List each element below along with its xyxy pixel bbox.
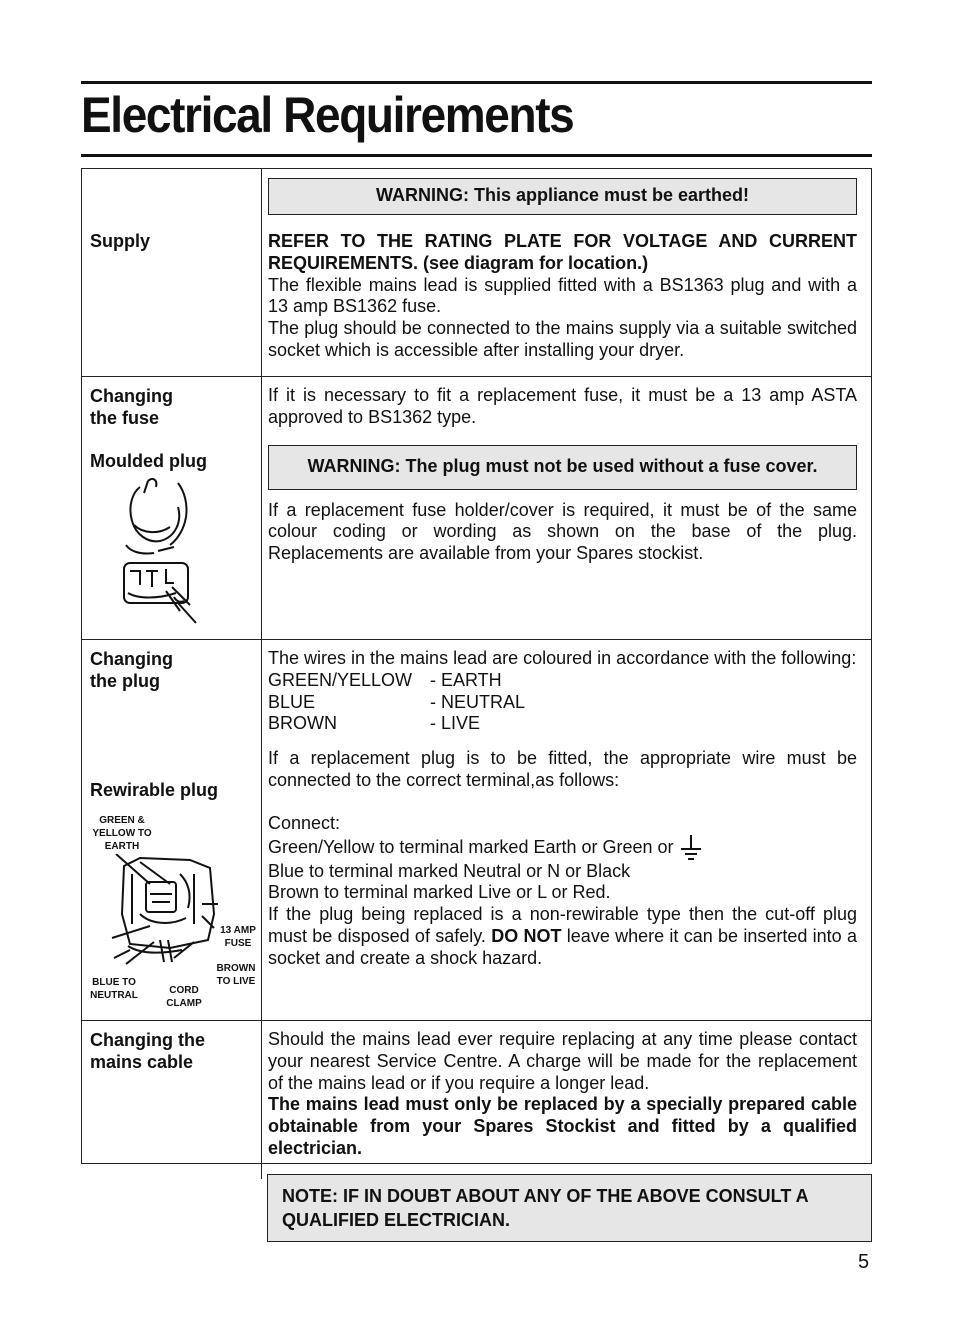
fuse-para-holder: If a replacement fuse holder/cover is required, it must be of the same colour coding or wording as shown on the base of the plug. Replacements are available from your Spares stockist. <box>268 499 857 564</box>
cable-row <box>82 1020 871 1163</box>
plug-row <box>82 639 871 1020</box>
plug-label-line2: the plug <box>90 671 160 691</box>
rewirable-plug-label: Rewirable plug <box>90 780 219 800</box>
cable-bold-text: The mains lead must only be replaced by a specially prepared cable obtainable from your Spares Stockist and fitted by a qualified electrician. <box>268 1094 857 1158</box>
earth-label-l1: GREEN & <box>99 815 145 826</box>
fuse-label-line2: the fuse <box>90 408 160 428</box>
wire-row-earth <box>268 670 857 692</box>
do-not-emphasis: DO NOT <box>491 925 562 946</box>
cord-clamp-label <box>162 984 206 1010</box>
plug-label-line1: Changing <box>90 649 173 669</box>
wire-colour: BLUE <box>268 691 316 712</box>
title-rule-top <box>81 81 872 84</box>
live-wire-label <box>212 962 260 988</box>
fuse-row <box>82 376 871 639</box>
cable-label-line2: mains cable <box>90 1052 194 1072</box>
live-label-l2: TO LIVE <box>216 976 256 987</box>
requirements-table <box>81 168 872 1164</box>
cable-label-cell <box>82 1021 262 1163</box>
supply-para-socket: The plug should be connected to the mains supply via a suitable switched socket which is accessible after installing your dryer. <box>268 318 857 360</box>
earth-label-l3: EARTH <box>104 841 140 852</box>
fuse-diagram-label <box>216 924 260 950</box>
wire-meaning: - NEUTRAL <box>430 691 526 712</box>
wire-colour: GREEN/YELLOW <box>268 669 413 690</box>
connect-green-text: Green/Yellow to terminal marked Earth or Green or <box>268 836 674 857</box>
note-box: NOTE: IF IN DOUBT ABOUT ANY OF THE ABOVE CONSULT A QUALIFIED ELECTRICIAN. <box>267 1174 872 1242</box>
cable-para: Should the mains lead ever require replacing at any time please contact your nearest Service Centre. A charge will be made for the replacement of the mains lead or if you require a longer lead. <box>268 1029 857 1093</box>
connect-brown-line: Brown to terminal marked Live or L or Red. <box>268 882 611 903</box>
title-rule-bottom <box>81 154 872 157</box>
non-rewirable-warning <box>268 904 857 969</box>
wire-meaning: - LIVE <box>430 713 481 734</box>
connect-heading: Connect: <box>268 812 341 833</box>
wire-meaning: - EARTH <box>430 669 502 690</box>
neutral-label-l2: NEUTRAL <box>90 990 138 1001</box>
moulded-plug-illustration <box>118 473 208 633</box>
non-rewirable-post: leave where it can be inserted into a socket and create a shock hazard. <box>268 925 857 968</box>
wire-colour: BROWN <box>268 713 337 734</box>
plug-content-cell <box>262 640 871 1020</box>
fuse-label-line1: Changing <box>90 386 173 406</box>
supply-label: Supply <box>90 231 151 251</box>
earth-wire-label <box>90 814 154 853</box>
fuse-diagram-l1: 13 AMP <box>220 925 256 936</box>
wire-row-live <box>268 713 857 735</box>
fuse-para-replace: If it is necessary to fit a replacement fuse, it must be a 13 amp ASTA approved to BS1362 type. <box>268 385 857 427</box>
clamp-label-l1: CORD <box>169 985 199 996</box>
page-number: 5 <box>858 1251 870 1273</box>
page-title: Electrical Requirements <box>81 87 574 143</box>
fuse-cover-warning-box: WARNING: The plug must not be used without a fuse cover. <box>268 445 857 490</box>
connect-blue-line: Blue to terminal marked Neutral or N or Black <box>268 860 631 881</box>
plug-label-cell <box>82 640 262 1020</box>
column-divider-extension <box>261 1163 262 1179</box>
earthed-warning-box: WARNING: This appliance must be earthed! <box>268 178 857 215</box>
supply-label-cell <box>82 169 262 376</box>
clamp-label-l2: CLAMP <box>166 998 202 1009</box>
neutral-wire-label <box>86 976 142 1002</box>
moulded-plug-label: Moulded plug <box>90 451 207 471</box>
fuse-diagram-l2: FUSE <box>224 938 252 949</box>
supply-para-lead: The flexible mains lead is supplied fitted with a BS1363 plug and with a 13 amp BS1362 fuse. <box>268 274 857 317</box>
rating-plate-text: REFER TO THE RATING PLATE FOR VOLTAGE AND CURRENT REQUIREMENTS. (see diagram for location.) <box>268 231 857 273</box>
cable-content-cell <box>262 1021 871 1163</box>
rewirable-plug-illustration <box>110 854 222 974</box>
live-label-l1: BROWN <box>216 963 256 974</box>
neutral-label-l1: BLUE TO <box>92 977 136 988</box>
earth-label-l2: YELLOW TO <box>92 828 152 839</box>
replacement-plug-text: If a replacement plug is to be fitted, the appropriate wire must be connected to the correct terminal,as follows: <box>268 748 857 790</box>
wire-colour-intro: The wires in the mains lead are coloured in accordance with the following: <box>268 648 857 668</box>
fuse-content-cell <box>262 377 871 639</box>
connect-green-line <box>268 835 857 861</box>
non-rewirable-pre: If the plug being replaced is a non-rewirable type then the cut-off plug must be disposed of safely. <box>268 904 857 946</box>
fuse-label-cell <box>82 377 262 639</box>
earth-symbol-icon <box>680 835 702 861</box>
wire-row-neutral <box>268 692 857 714</box>
supply-content-cell <box>262 169 871 376</box>
supply-row <box>82 169 871 376</box>
cable-label-line1: Changing the <box>90 1030 205 1050</box>
